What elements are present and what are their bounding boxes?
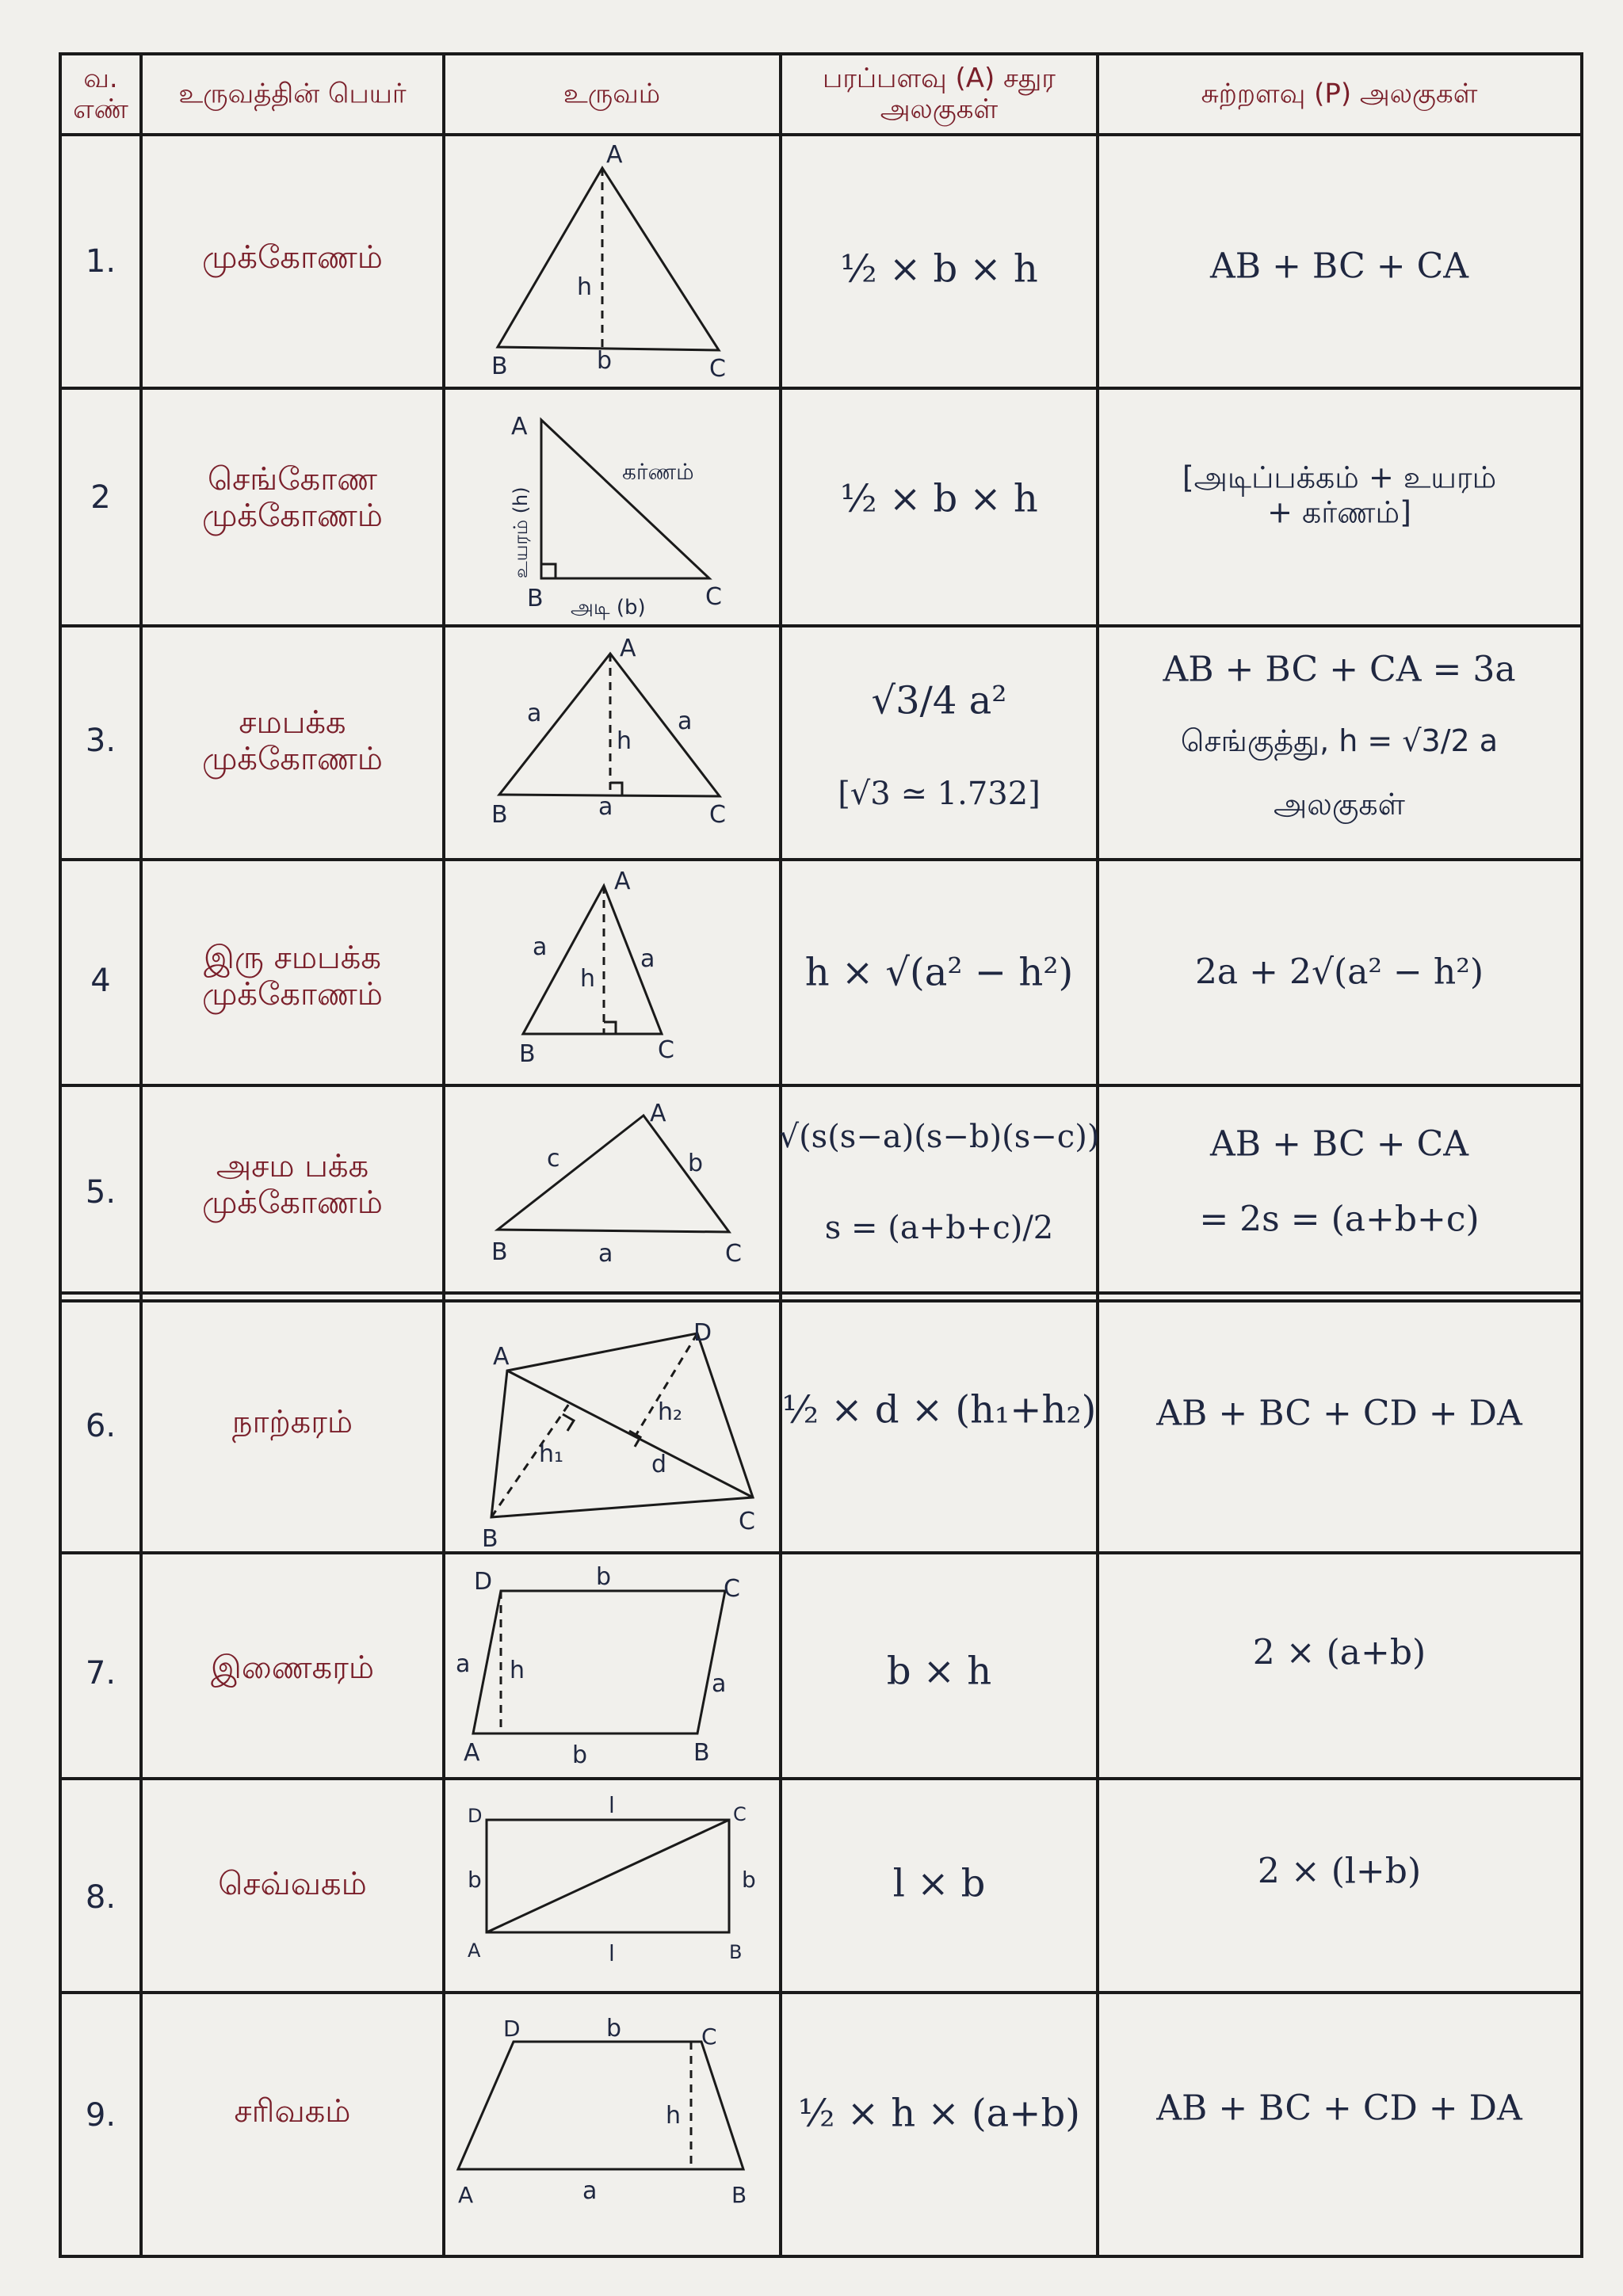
header-perimeter: சுற்றளவு (P) அலகுகள் bbox=[1201, 78, 1478, 110]
perimeter-formula: AB + BC + CA = 3a bbox=[1163, 649, 1516, 690]
perimeter-formula: 2a + 2√(a² − h²) bbox=[1194, 952, 1484, 993]
perimeter-formula: 2 × (a+b) bbox=[1252, 1632, 1426, 1673]
row-number: 8. bbox=[85, 1879, 116, 1916]
vertex-label: A bbox=[650, 1100, 666, 1127]
area-formula: l × b bbox=[892, 1861, 986, 1906]
vertex-label: B bbox=[527, 585, 544, 612]
height-label: h bbox=[666, 2102, 682, 2130]
header-area: பரப்பளவு (A) சதுர அலகுகள் bbox=[823, 62, 1056, 125]
perimeter-formula: AB + BC + CD + DA bbox=[1156, 2088, 1522, 2129]
shape-name: செங்கோண முக்கோணம் bbox=[202, 461, 383, 534]
height-label: h₂ bbox=[658, 1398, 683, 1426]
area-formula: ½ × b × h bbox=[840, 246, 1038, 292]
base-label: a bbox=[598, 793, 613, 821]
base-label: அடி (b) bbox=[571, 596, 646, 620]
vertex-label: B bbox=[731, 2182, 747, 2208]
area-formula: ½ × h × (a+b) bbox=[798, 2091, 1080, 2136]
side-label: a bbox=[582, 2177, 598, 2205]
height-label: h bbox=[617, 727, 632, 755]
area-note: [√3 ≃ 1.732] bbox=[838, 776, 1041, 812]
height-label: h bbox=[580, 965, 596, 993]
perimeter-formula: AB + BC + CA bbox=[1209, 1123, 1469, 1165]
side-label: b bbox=[572, 1741, 588, 1769]
row-number: 4 bbox=[90, 963, 111, 999]
vertex-label: B bbox=[482, 1525, 498, 1553]
height-label: உயரம் (h) bbox=[510, 486, 532, 578]
vertex-label: A bbox=[464, 1739, 480, 1767]
vertex-label: C bbox=[725, 1240, 742, 1268]
side-label: b bbox=[688, 1150, 704, 1177]
vertex-label: D bbox=[468, 1805, 483, 1827]
side-label: b bbox=[742, 1867, 756, 1893]
side-label: a bbox=[456, 1650, 471, 1678]
side-label: a bbox=[640, 945, 655, 973]
vertex-label: B bbox=[491, 1238, 508, 1266]
row-number: 3. bbox=[85, 723, 116, 759]
height-label: h bbox=[577, 273, 593, 301]
diagonal-label: d bbox=[651, 1451, 667, 1478]
shape-name: இரு சமபக்க முக்கோணம் bbox=[202, 940, 383, 1013]
side-label: l bbox=[609, 1940, 615, 1966]
side-label: c bbox=[547, 1145, 560, 1173]
perimeter-formula: 2 × (l+b) bbox=[1257, 1851, 1422, 1892]
perimeter-unit: அலகுகள் bbox=[1274, 787, 1405, 822]
area-formula: h × √(a² − h²) bbox=[804, 950, 1074, 995]
vertex-label: C bbox=[733, 1803, 747, 1825]
shape-name: செவ்வகம் bbox=[218, 1866, 367, 1902]
shape-name: அசம பக்க முக்கோணம் bbox=[202, 1148, 383, 1221]
area-formula: √(s(s−a)(s−b)(s−c)) bbox=[778, 1119, 1100, 1155]
side-label: a bbox=[712, 1670, 727, 1698]
vertex-label: C bbox=[709, 801, 726, 829]
height-label: h bbox=[510, 1657, 525, 1684]
area-note: s = (a+b+c)/2 bbox=[824, 1210, 1054, 1246]
side-label: a bbox=[678, 707, 693, 735]
vertex-label: A bbox=[620, 635, 636, 662]
area-formula: b × h bbox=[886, 1649, 992, 1694]
height-label: h₁ bbox=[539, 1440, 564, 1468]
vertex-label: B bbox=[693, 1739, 710, 1767]
quadrilateral-figure bbox=[491, 1333, 753, 1517]
area-formula: ½ × b × h bbox=[840, 476, 1038, 521]
side-label: a bbox=[527, 700, 542, 727]
vertex-label: C bbox=[658, 1036, 674, 1064]
row-number: 7. bbox=[85, 1655, 116, 1691]
perimeter-formula: AB + BC + CA bbox=[1209, 246, 1469, 287]
vertex-label: C bbox=[739, 1508, 755, 1535]
header-shape: உருவம் bbox=[563, 78, 661, 110]
right-triangle-figure bbox=[541, 420, 709, 578]
area-formula: √3/4 a² bbox=[871, 678, 1007, 723]
vertex-label: A bbox=[468, 1939, 481, 1962]
vertex-label: C bbox=[701, 2023, 717, 2050]
side-label: b bbox=[606, 2015, 622, 2042]
hypotenuse-label: கர்ணம் bbox=[622, 459, 694, 485]
shape-name: நாற்கரம் bbox=[231, 1404, 353, 1440]
vertex-label: A bbox=[614, 868, 631, 895]
vertex-label: B bbox=[491, 353, 508, 380]
row-number: 1. bbox=[85, 243, 116, 280]
side-label: b bbox=[596, 1563, 612, 1591]
shape-name: சமபக்க முக்கோணம் bbox=[202, 704, 383, 777]
trapezium-figure bbox=[458, 2042, 743, 2169]
vertex-label: D bbox=[693, 1319, 712, 1347]
row-number: 2 bbox=[90, 479, 111, 516]
vertex-label: D bbox=[474, 1568, 493, 1596]
side-label: a bbox=[533, 933, 548, 961]
vertex-label: D bbox=[503, 2016, 521, 2042]
perimeter-note: = 2s = (a+b+c) bbox=[1199, 1199, 1480, 1240]
vertex-label: C bbox=[709, 355, 726, 383]
perimeter-note: செங்குத்து, h = √3/2 a bbox=[1180, 723, 1499, 759]
vertex-label: A bbox=[458, 2182, 474, 2208]
row-number: 9. bbox=[85, 2097, 116, 2134]
shape-name: சரிவகம் bbox=[234, 2093, 351, 2130]
header-sno: வ. எண் bbox=[73, 62, 128, 125]
perimeter-formula: [அடிப்பக்கம் + உயரம் + கர்ணம்] bbox=[1182, 460, 1497, 529]
vertex-label: A bbox=[606, 141, 623, 169]
side-label: a bbox=[598, 1240, 613, 1268]
vertex-label: B bbox=[729, 1941, 743, 1963]
triangle-figure bbox=[498, 168, 719, 350]
shape-name: இணைகரம் bbox=[210, 1650, 375, 1686]
vertex-label: B bbox=[491, 801, 508, 829]
vertex-label: B bbox=[519, 1040, 536, 1068]
shape-name: முக்கோணம் bbox=[202, 239, 383, 276]
vertex-label: A bbox=[511, 413, 528, 441]
rectangle-figure bbox=[487, 1820, 729, 1932]
side-label: b bbox=[468, 1867, 482, 1893]
vertex-label: A bbox=[493, 1343, 510, 1371]
row-number: 5. bbox=[85, 1174, 116, 1211]
side-label: l bbox=[609, 1792, 615, 1818]
header-name: உருவத்தின் பெயர் bbox=[178, 78, 407, 110]
perimeter-formula: AB + BC + CD + DA bbox=[1156, 1393, 1522, 1434]
vertex-label: C bbox=[724, 1575, 740, 1603]
row-number: 6. bbox=[85, 1408, 116, 1444]
base-label: b bbox=[597, 347, 613, 375]
vertex-label: C bbox=[705, 583, 722, 611]
area-formula: ½ × d × (h₁+h₂) bbox=[781, 1387, 1097, 1432]
